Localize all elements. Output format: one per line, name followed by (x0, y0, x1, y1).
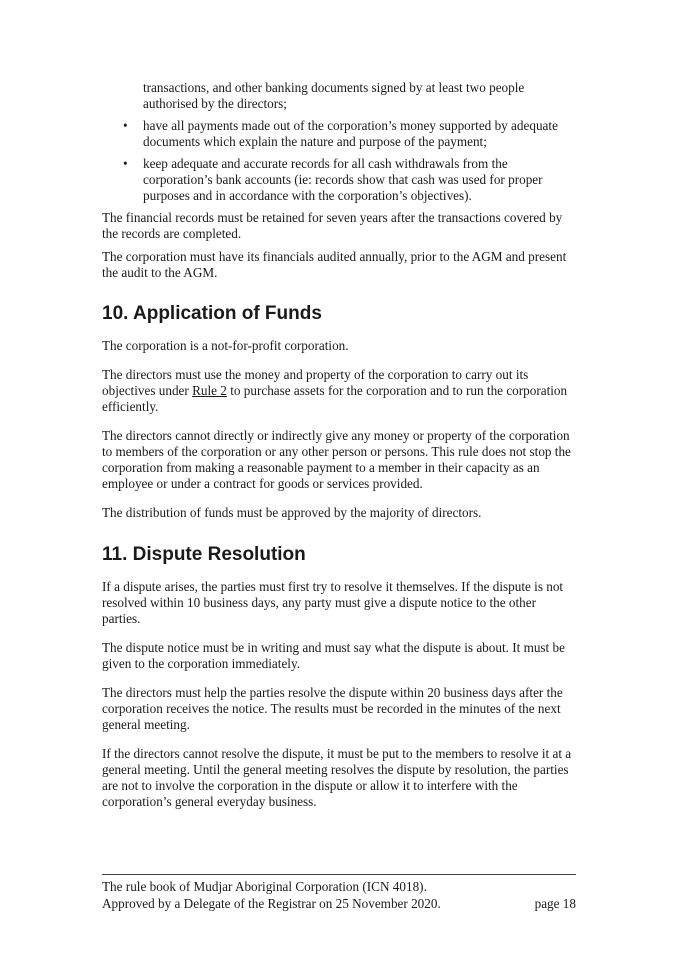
paragraph: The directors must help the parties resolve the dispute within 20 business days after the corporation receives the notice. The results must be recorded in the minutes of the next general meeting. (102, 685, 563, 732)
section-heading-application-of-funds: 10. Application of Funds (102, 303, 322, 324)
paragraph: If the directors cannot resolve the dispute, it must be put to the members to resolve it at a general meeting. Until the general meeting resolves the dispute by resolution, the parties are not to involve the corporation in the dispute or allow it to interfere with the corporation’s general everyday business. (102, 746, 572, 809)
bullet-icon: • (123, 156, 128, 171)
footer-row (102, 895, 576, 912)
paragraph-text: to purchase assets for the corporation and to run the corporation efficiently. (102, 383, 568, 414)
list-item (102, 156, 576, 204)
page-number: page 18 (534, 896, 576, 911)
footer-approval: Approved by a Delegate of the Registrar on 25 November 2020. (102, 896, 441, 911)
page-footer (102, 874, 576, 912)
bullet-list (102, 118, 576, 204)
section-heading-dispute-resolution: 11. Dispute Resolution (102, 544, 306, 565)
paragraph: The directors cannot directly or indirectly give any money or property of the corporation to members of the corporation or any other person or persons. This rule does not stop the corporation from making a reasonable payment to a member in their capacity as an employee or under a contract for goods or services provided. (102, 428, 571, 491)
list-item (102, 118, 576, 150)
paragraph-text: The directors must use the money and property of the corporation to carry out its objectives under (102, 367, 529, 398)
paragraph: If a dispute arises, the parties must first try to resolve it themselves. If the dispute is not resolved within 10 business days, any party must give a dispute notice to the other parties. (102, 579, 564, 626)
paragraph: The distribution of funds must be approved by the majority of directors. (102, 505, 482, 520)
continuation-line: transactions, and other banking documents signed by at least two people (143, 80, 525, 95)
rule-2-link[interactable]: Rule 2 (192, 383, 227, 398)
page-body (102, 80, 576, 810)
paragraph-retention: The financial records must be retained for seven years after the transactions covered by the records are completed. (102, 210, 563, 241)
paragraph: The dispute notice must be in writing and must say what the dispute is about. It must be given to the corporation immediately. (102, 640, 565, 671)
paragraph (102, 367, 576, 415)
list-item-text: have all payments made out of the corporation’s money supported by adequate documents which explain the nature and purpose of the payment; (143, 118, 558, 149)
bullet-icon: • (123, 118, 128, 133)
paragraph-audit: The corporation must have its financials audited annually, prior to the AGM and present the audit to the AGM. (102, 249, 567, 280)
footer-title: The rule book of Mudjar Aboriginal Corporation (ICN 4018). (102, 879, 427, 894)
list-item-text: keep adequate and accurate records for all cash withdrawals from the corporation’s bank accounts (ie: records show that cash was used for proper purposes and in accordance with the corporation’s objectives). (143, 156, 543, 203)
paragraph: The corporation is a not-for-profit corporation. (102, 338, 349, 353)
continuation-line: authorised by the directors; (143, 96, 287, 111)
